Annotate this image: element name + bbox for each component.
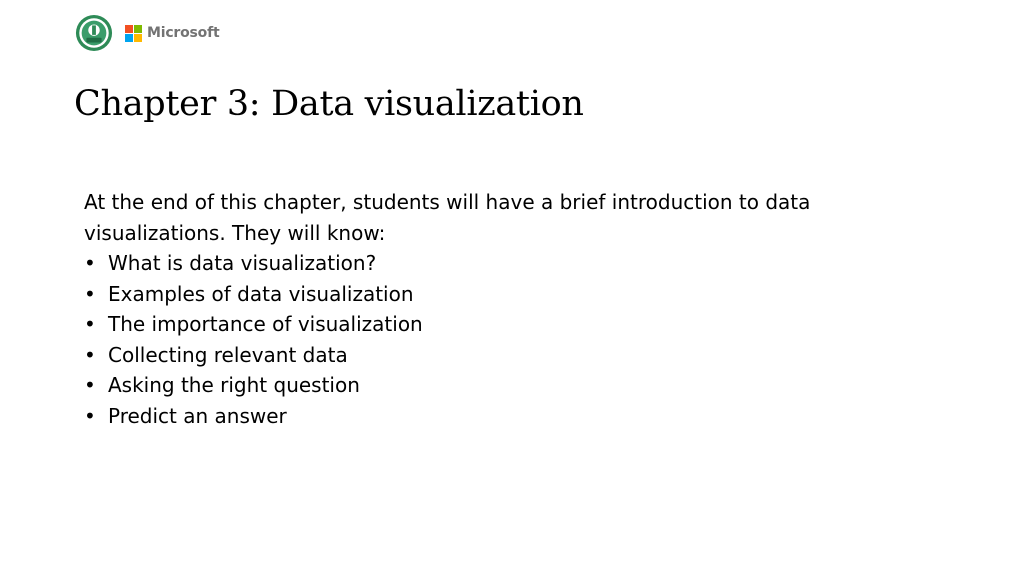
bullet-item: • Predict an answer [84, 401, 884, 432]
bullet-item: • Examples of data visualization [84, 279, 884, 310]
slide-body [84, 187, 884, 431]
bullet-item: • The importance of visualization [84, 309, 884, 340]
microsoft-logo-icon [125, 25, 142, 42]
cbse-emblem-icon [75, 14, 113, 52]
bullet-list [84, 248, 884, 431]
bullet-item: • Asking the right question [84, 370, 884, 401]
intro-paragraph: At the end of this chapter, students will have a brief introduction to data visualizations. They will know: [84, 190, 811, 245]
microsoft-logo-text: Microsoft [147, 25, 220, 41]
microsoft-logo [125, 25, 220, 42]
bullet-item: • What is data visualization? [84, 248, 884, 279]
bullet-item: • Collecting relevant data [84, 340, 884, 371]
header-logos [75, 14, 220, 52]
slide-title: Chapter 3: Data visualization [74, 84, 584, 124]
